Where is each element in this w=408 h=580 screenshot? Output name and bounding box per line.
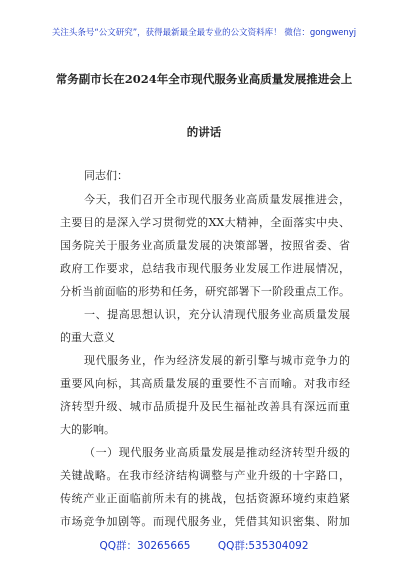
body-line: 大的影响。 bbox=[60, 423, 115, 436]
subsection-heading: （一）现代服务业高质量发展是推动经济转型升级的 bbox=[84, 446, 350, 459]
body-line: 国务院关于服务业高质量发展的决策部署，按照省委、省 bbox=[60, 239, 350, 252]
footer-qq-group-1: QQ群：30265665 bbox=[99, 540, 191, 552]
body-line: 分析当前面临的形势和任务，研究部署下一阶段重点工作。 bbox=[60, 285, 350, 298]
body-line: 主要目的是深入学习贯彻党的XX大精神，全面落实中央、 bbox=[60, 216, 350, 229]
header-promo-note: 关注头条号“公文研究”，获得最新最全最专业的公文资料库！ 微信：gongwenyj bbox=[51, 28, 357, 38]
section-heading-continued: 的重大意义 bbox=[60, 331, 115, 344]
section-heading: 一、提高思想认识，充分认清现代服务业高质量发展 bbox=[84, 308, 350, 321]
body-line: 现代服务业，作为经济发展的新引擎与城市竞争力的 bbox=[84, 354, 350, 367]
body-line: 今天，我们召开全市现代服务业高质量发展推进会， bbox=[84, 193, 350, 206]
body-line: 政府工作要求，总结我市现代服务业发展工作进展情况， bbox=[60, 262, 350, 275]
document-title: 常务副市长在2024年全市现代服务业高质量发展推进会上 bbox=[55, 72, 353, 86]
document-title-continued: 的讲话 bbox=[186, 125, 222, 139]
body-line: 重要风向标，其高质量发展的重要性不言而喻。对我市经 bbox=[60, 377, 350, 390]
body-line: 市场竞争加剧等。而现代服务业，凭借其知识密集、附加 bbox=[60, 515, 350, 528]
body-line: 济转型升级、城市品质提升及民生福祉改善具有深远而重 bbox=[60, 400, 350, 413]
body-line: 传统产业正面临前所未有的挑战，包括资源环境约束趋紧 bbox=[60, 492, 350, 505]
salutation: 同志们： bbox=[84, 169, 128, 182]
footer-qq-group-2: QQ群:535304092 bbox=[217, 540, 309, 552]
body-line: 关键战略。在我市经济结构调整与产业升级的十字路口， bbox=[60, 469, 350, 482]
footer-qq-groups bbox=[0, 538, 408, 553]
